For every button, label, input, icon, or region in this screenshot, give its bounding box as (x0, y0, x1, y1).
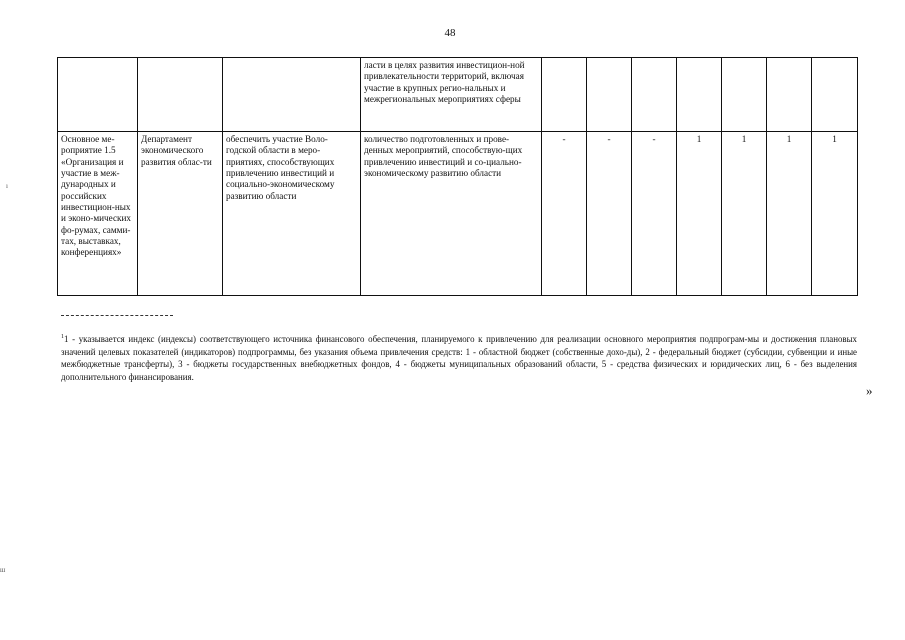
footnote-marker: 1 (61, 334, 64, 340)
table-cell (722, 58, 767, 132)
value-cell: 1 (722, 132, 767, 296)
table-cell (767, 58, 812, 132)
table-row-activity-1-5 (58, 132, 858, 296)
scan-mark: ш (0, 566, 6, 574)
scan-mark: ı (6, 182, 8, 190)
page-number: 48 (444, 27, 456, 39)
table-cell (587, 58, 632, 132)
indicator-cell: количество подготовленных и прове-денных мероприятий, способствую-щих привлечению инвестиций и со-циально-экономическому развитию области (361, 132, 542, 296)
footnote-text: 1 - указывается индекс (индексы) соответствующего источника финансового обеспечения, планируемого к привлечению для реализации основного мероприятия подпрограм-мы и достижения плановых значений целевых показателей (индикаторов) подпрограммы, без указания объема привлечения средств: 1 - областной бюджет (собственные дохо-ды), 2 - федеральный бюджет (субсидии, субвенции и иные межбюджетные трансферты), 3 - бюджеты государственных внебюджетных фондов, 4 - бюджеты муниципальных образований области, 5 - средства физических и юридических лиц, 6 - без выделения дополнительного финансирования. (61, 334, 857, 382)
table-cell (138, 58, 223, 132)
table-cell (223, 58, 361, 132)
value-cell: 1 (767, 132, 812, 296)
value-cell: - (632, 132, 677, 296)
footnote-separator (61, 315, 173, 316)
value-cell: - (587, 132, 632, 296)
closing-quote: » (866, 383, 873, 398)
task-cell: обеспечить участие Воло-годской области в меро-приятиях, способствующих привлечению инвестиций и социально-экономическому развитию области (223, 132, 361, 296)
value-cell: 1 (812, 132, 858, 296)
footnote (61, 333, 857, 384)
program-table (57, 57, 858, 296)
value-cell: 1 (677, 132, 722, 296)
table-cell (812, 58, 858, 132)
table-cell (542, 58, 587, 132)
executor-cell: Департамент экономического развития облас-ти (138, 132, 223, 296)
activity-cell: Основное ме-роприятие 1.5 «Организация и участие в меж-дународных и российских инвестицион-ных и эконо-мических фо-румах, самми-тах, выставках, конференциях» (58, 132, 138, 296)
indicator-continuation-cell: ласти в целях развития инвестицион-ной привлекательности территорий, включая участие в крупных регио-нальных и межрегиональных мероприятиях сферы (361, 58, 542, 132)
table-cell (58, 58, 138, 132)
table-cell (632, 58, 677, 132)
table-cell (677, 58, 722, 132)
table-row-continuation (58, 58, 858, 132)
value-cell: - (542, 132, 587, 296)
